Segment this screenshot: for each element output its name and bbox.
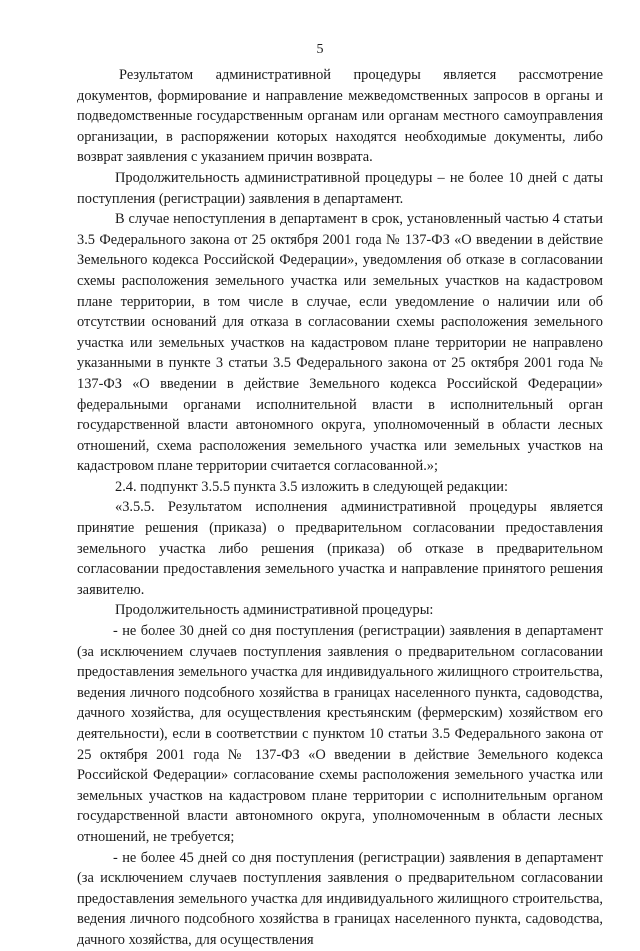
bullet-30-days: - не более 30 дней со дня поступления (регистрации) заявления в департамент (за исключением случаев поступления заявления о предварительном согласовании предоставления земельного участка для индивидуального жилищного строительства, ведения личного подсобного хозяйства в границах населенного пункта, садоводства, дачного хозяйства, для осуществления крестьянским (фермерским) хозяйством его деятельности), если в соответствии с пунктом 10 статьи 3.5 Федерального закона от 25 октября 2001 года № 137-ФЗ «О введении в действие Земельного кодекса Российской Федерации» согласование схемы расположения земельного участка или земельных участков на кадастровом плане территории с исполнительным органом государственной власти автономного округа, уполномоченным в области лесных отношений, не требуется; (77, 623, 603, 845)
bullet-45-days: - не более 45 дней со дня поступления (регистрации) заявления в департамент (за исключением случаев поступления заявления о предварительном согласовании предоставления земельного участка для индивидуального жилищного строительства, ведения личного подсобного хозяйства в границах населенного пункта, садоводства, дачного хозяйства, для осуществления (77, 849, 603, 948)
paragraph-3-5-5: «3.5.5. Результатом исполнения административной процедуры является принятие решения (приказа) о предварительном согласовании предоставления земельного участка либо решения (приказа) об отказе в предварительном согласовании предоставления земельного участка и направление принятого решения заявителю. (77, 499, 603, 598)
page-number: 5 (316, 42, 324, 57)
paragraph-duration: Продолжительность административной процедуры – не более 10 дней с даты поступления (регистрации) заявления в департамент. (77, 169, 603, 207)
paragraph-non-receipt: В случае непоступления в департамент в срок, установленный частью 4 статьи 3.5 Федерального закона от 25 октября 2001 года № 137-ФЗ «О введении в действие Земельного кодекса Российской Федерации», уведомления об отказе в согласовании схемы расположения земельного участка или земельных участков на кадастровом плане территории, в том числе в случае, если уведомление о наличии или об отсутствии оснований для отказа в согласовании схемы расположения земельного участка или земельных участков на кадастровом плане территории не направлено указанными в пункте 3 статьи 3.5 Федерального закона от 25 октября 2001 года № 137-ФЗ «О введении в действие Земельного кодекса Российской Федерации» федеральными органами исполнительной власти в исполнительный орган государственной власти автономного округа, уполномоченный в области лесных отношений, схема расположения земельного участка или земельных участков на кадастровом плане территории считается согласованной.»; (77, 211, 603, 475)
paragraph-duration-heading: Продолжительность административной процедуры: (115, 602, 434, 619)
document-body (77, 65, 603, 951)
paragraph-result: Результатом административной процедуры является рассмотрение документов, формирование и направление межведомственных запросов в органы и подведомственные государственным органам или органам местного самоуправления организации, в распоряжении которых находятся необходимые документы, либо возврат заявления с указанием причин возврата. (77, 67, 603, 166)
paragraph-amendment: 2.4. подпункт 3.5.5 пункта 3.5 изложить в следующей редакции: (115, 478, 508, 495)
